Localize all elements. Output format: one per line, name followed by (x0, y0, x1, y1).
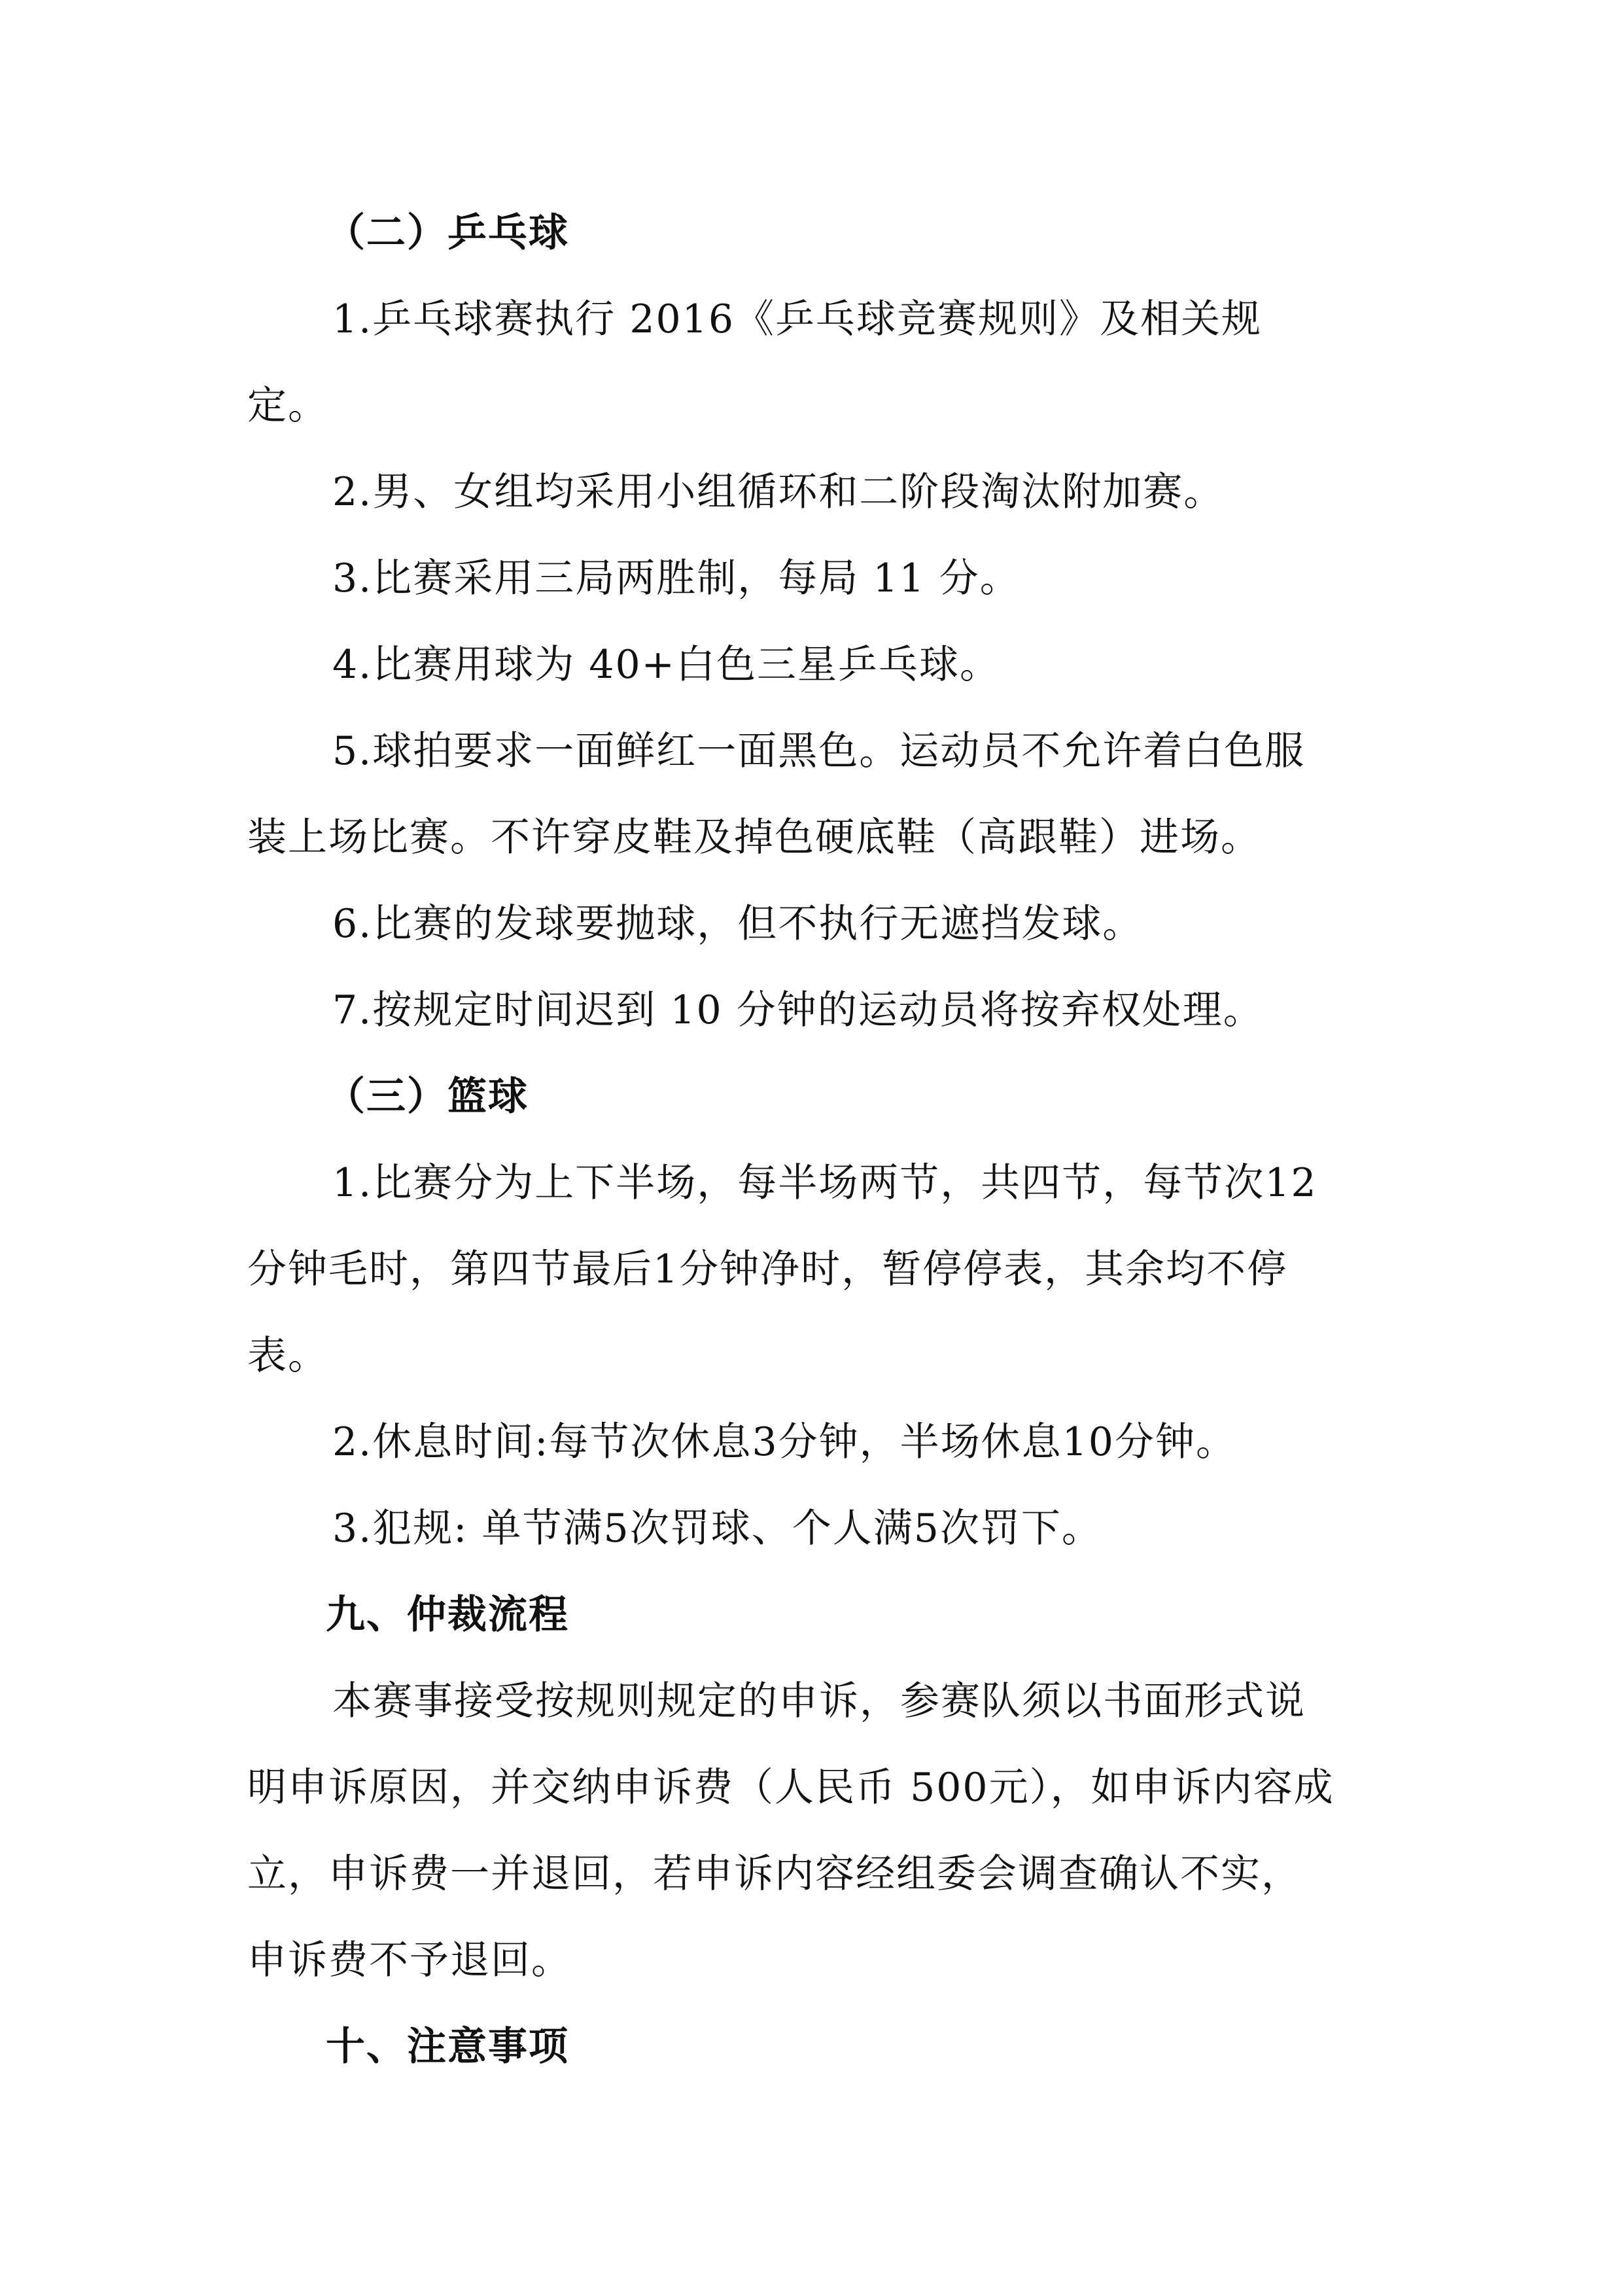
paragraph-line: 分钟毛时，第四节最后1分钟净时，暂停停表，其余均不停 (247, 1246, 1288, 1292)
document-body (247, 190, 1386, 2090)
paragraph-line: 申诉费不予退回。 (247, 1937, 572, 1983)
paragraph-line: 装上场比赛。不许穿皮鞋及掉色硬底鞋（高跟鞋）进场。 (247, 815, 1261, 860)
paragraph-line: 定。 (247, 383, 328, 429)
section-heading-table-tennis: （二）乒乓球 (326, 210, 569, 256)
paragraph-line: 7.按规定时间迟到 10 分钟的运动员将按弃权处理。 (332, 987, 1264, 1033)
paragraph-line: 3.比赛采用三局两胜制，每局 11 分。 (332, 556, 1021, 601)
paragraph-line: 1.乒乓球赛执行 2016《乒乓球竞赛规则》及相关规 (332, 296, 1263, 342)
paragraph-line: 2.休息时间:每节次休息3分钟，半场休息10分钟。 (332, 1419, 1236, 1465)
paragraph-line: 1.比赛分为上下半场，每半场两节，共四节，每节次12 (332, 1160, 1318, 1206)
paragraph-line: 3.犯规: 单节满5次罚球、个人满5次罚下。 (332, 1506, 1102, 1551)
paragraph-line: 表。 (247, 1333, 328, 1379)
section-heading-basketball: （三）篮球 (326, 1074, 529, 1120)
paragraph-line: 4.比赛用球为 40+白色三星乒乓球。 (332, 642, 1000, 688)
paragraph-line: 6.比赛的发球要抛球，但不执行无遮挡发球。 (332, 901, 1143, 947)
section-heading-arbitration: 九、仲裁流程 (326, 1592, 569, 1638)
paragraph-line: 立，申诉费一并退回，若申诉内容经组委会调查确认不实， (247, 1851, 1302, 1897)
paragraph-line: 本赛事接受按规则规定的申诉，参赛队须以书面形式说 (332, 1678, 1306, 1724)
paragraph-line: 明申诉原因，并交纳申诉费（人民币 500元），如申诉内容成 (247, 1765, 1335, 1810)
paragraph-line: 5.球拍要求一面鲜红一面黑色。运动员不允许着白色服 (332, 728, 1306, 774)
section-heading-notes: 十、注意事项 (326, 2024, 569, 2070)
paragraph-line: 2.男、女组均采用小组循环和二阶段淘汰附加赛。 (332, 469, 1225, 515)
